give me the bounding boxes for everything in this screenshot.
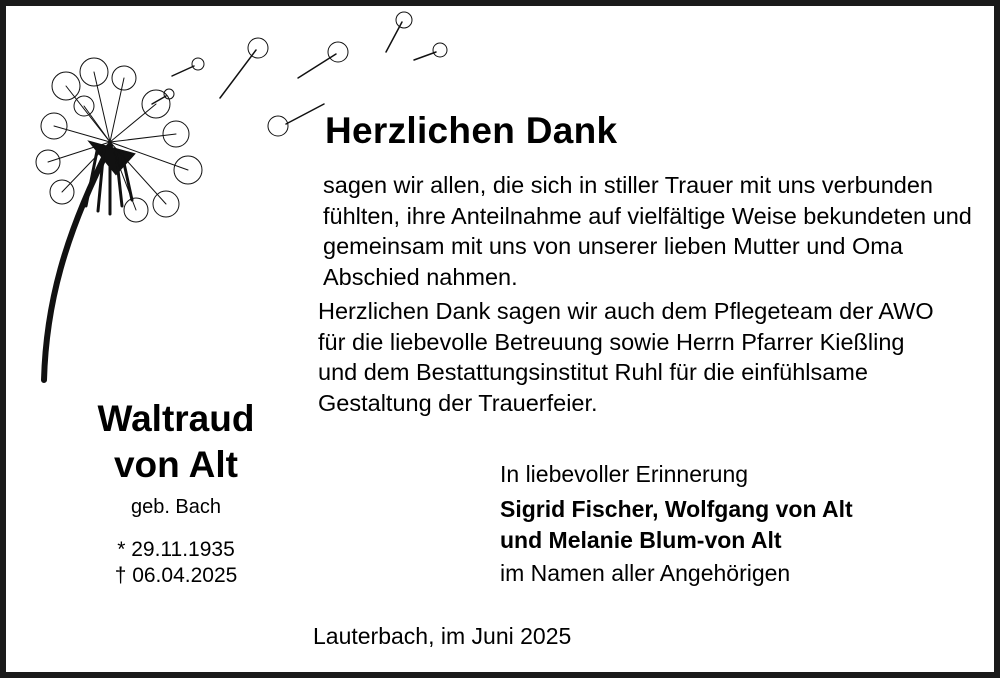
place-date: Lauterbach, im Juni 2025 [313,623,572,649]
memory-line: In liebevoller Erinnerung [500,461,749,487]
relatives-line: im Namen aller Angehörigen [500,560,791,586]
deceased-last-name: von Alt [113,444,238,485]
death-date: † 06.04.2025 [114,564,238,587]
family-names-line-1: Sigrid Fischer, Wolfgang von Alt [500,496,853,522]
obituary-notice [6,6,994,672]
family-names-line-2: und Melanie Blum-von Alt [500,527,782,553]
thanks-paragraph-1: sagen wir allen, die sich in stiller Trauer mit uns verbunden fühlten, ihre Anteilnahme auf vielfältige Weise bekundeten und gemeinsam mit uns von unserer lieben Mutter und Oma Abschied nahmen. [323,172,972,290]
notice-heading: Herzlichen Dank [325,110,618,151]
birth-name: geb. Bach [130,496,222,518]
thanks-paragraph-2: Herzlichen Dank sagen wir auch dem Pflegeteam der AWO für die liebevolle Betreuung sowie Herrn Pfarrer Kießling und dem Bestattungsinstitut Ruhl für die einfühlsame Gestaltung der Trauerfeier. [318,298,934,416]
birth-date: * 29.11.1935 [117,538,235,561]
deceased-first-name: Waltraud [97,398,255,439]
